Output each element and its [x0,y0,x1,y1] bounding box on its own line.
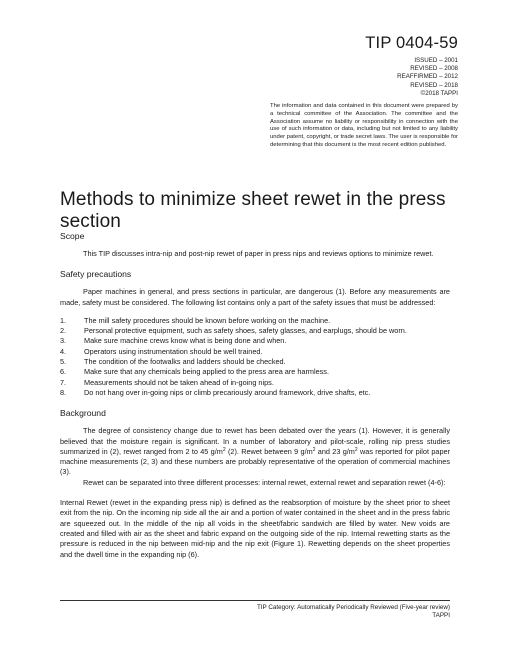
copyright: ©2018 TAPPI [420,89,458,97]
background-paragraph-3: Internal Rewet (rewet in the expanding press nip) is defined as the reabsorption of moisture by the sheet prior to sheet exit from the nip. On the incoming nip side all the air and a portion of water contained in the sheet and in the press fabric are squeezed out. In the middle of the nip all voids in the sheet/fabric sandwich are filled by water. New voids are created and filled with air as the sheet and fabric expand on the outgoing side of the nip. Internal rewetting starts as the pressure is reduced in the nip between mid-nip and the nip exit (Figure 1). Rewetting depends on the sheet properties and the dwell time in the expanding nip (6). [60,498,450,559]
safety-heading: Safety precautions [60,269,132,280]
safety-list [60,316,450,398]
background-heading: Background [60,408,106,419]
list-item: 6. Make sure that any chemicals being applied to the press area are harmless. [60,367,329,377]
background-paragraph-2: Rewet can be separated into three different processes: internal rewet, external rewet and separation rewet (4-6): [83,477,446,487]
history-issued: ISSUED – 2001 [414,57,458,64]
background-paragraph-1: The degree of consistency change due to rewet has been debated over the years (1). However, it is generally believed that the moisture regain is significant. In a number of laboratory and pilot-scale, rolling nip press studies summarized in (2), rewet ranged from 2 to 45 $g/m^2$ (2). Rewet between 9 $g/m^2$ and 23 $g/m^2$ was reported for pilot paper machine measurements (2, 3) and these numbers are probably representative of the operation of commercial machines (3). [60,426,450,477]
safety-intro: Paper machines in general, and press sections in particular, are dangerous (1). Before any measurements are made, safety must be considered. The following list contains only a part of the safety issues that must be addressed: [60,287,450,307]
document-title: Methods to minimize sheet rewet in the press section [60,189,446,232]
scope-text: This TIP discusses intra-nip and post-nip rewet of paper in press nips and reviews options to minimize rewet. [83,249,434,258]
scope-heading: Scope [60,231,85,241]
footer [257,604,450,620]
footer-org: TAPPI [432,612,450,620]
history-revised-2008: REVISED – 2008 [410,65,458,73]
disclaimer: The information and data contained in this document were prepared by a technical committee of the Association. The committee and the Association assume no liability or responsibility in connection with the use of such information or data, including but not limited to any liability under patent, copyright, or trade secret laws. The user is responsible for determining that this document is the most recent edition published. [270,103,458,148]
list-item: 3. Make sure machine crews know what is being done and when. [60,336,287,346]
tip-category: TIP Category: Automatically Periodically Reviewed (Five-year review) [256,604,450,611]
list-item: 5. The condition of the footwalks and ladders should be checked. [60,357,286,367]
list-item: 1. The mill safety procedures should be known before working on the machine. [60,315,331,325]
list-item: 8. Do not hang over in-going nips or climb precariously around framework, drive shafts, etc. [60,387,371,397]
history-reaffirmed: REAFFIRMED – 2012 [397,73,458,81]
footer-divider [60,600,450,601]
list-item: 7. Measurements should not be taken ahead of in-going nips. [60,377,274,387]
tip-number: TIP 0404-59 [365,34,458,52]
list-item: 4. Operators using instrumentation should be well trained. [60,346,263,356]
history-revised-2018: REVISED – 2018 [410,81,458,89]
document-body [60,230,450,560]
list-item: 2. Personal protective equipment, such as safety shoes, safety glasses, and earplugs, should be worn. [60,326,407,336]
revision-history [397,57,458,98]
